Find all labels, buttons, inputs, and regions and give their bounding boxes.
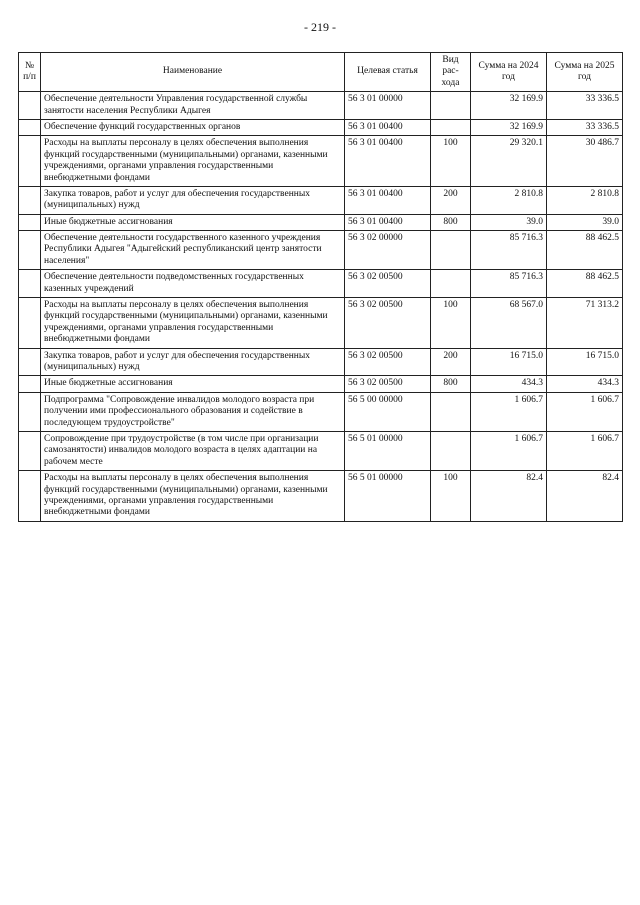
table-row [19,270,623,298]
header-row [19,53,623,92]
row-name: Обеспечение функций государственных органов [41,119,345,135]
row-name: Иные бюджетные ассигнования [41,214,345,230]
table-row [19,186,623,214]
row-sum-2025: 88 462.5 [547,231,623,270]
row-no [19,376,41,392]
row-name: Обеспечение деятельности Управления государственной службы занятости населения Республики Адыгея [41,92,345,120]
table-row [19,431,623,470]
row-type [431,92,471,120]
row-type: 100 [431,298,471,349]
row-sum-2025: 82.4 [547,471,623,522]
row-sum-2025: 39.0 [547,214,623,230]
row-name: Обеспечение деятельности государственного казенного учреждения Республики Адыгея "Адыгейский республиканский центр занятости населения" [41,231,345,270]
row-sum-2025: 1 606.7 [547,392,623,431]
row-sum-2024: 85 716.3 [471,270,547,298]
header-no: № п/п [19,53,41,92]
row-name: Расходы на выплаты персоналу в целях обеспечения выполнения функций государственными (муниципальными) органами, казенными учреждениями, органами управления государственными внебюджетными фондами [41,471,345,522]
row-name: Подпрограмма "Сопровождение инвалидов молодого возраста при получении ими профессионального образования и содействие в последующем трудоустройстве" [41,392,345,431]
row-no [19,214,41,230]
header-name: Наименование [41,53,345,92]
row-code: 56 3 02 00500 [345,270,431,298]
row-code: 56 3 02 00500 [345,376,431,392]
row-name: Расходы на выплаты персоналу в целях обеспечения выполнения функций государственными (муниципальными) органами, казенными учреждениями, органами управления государственными внебюджетными фондами [41,298,345,349]
row-name: Обеспечение деятельности подведомственных государственных казенных учреждений [41,270,345,298]
table-row [19,214,623,230]
row-no [19,431,41,470]
table-row [19,348,623,376]
page-number: - 219 - [304,20,336,34]
row-code: 56 3 01 00400 [345,214,431,230]
row-code: 56 5 01 00000 [345,431,431,470]
row-no [19,186,41,214]
row-sum-2024: 434.3 [471,376,547,392]
row-type: 800 [431,214,471,230]
row-sum-2025: 16 715.0 [547,348,623,376]
row-name: Закупка товаров, работ и услуг для обеспечения государственных (муниципальных) нужд [41,348,345,376]
row-sum-2024: 1 606.7 [471,431,547,470]
row-code: 56 3 01 00400 [345,136,431,187]
header-code: Целевая статья [345,53,431,92]
table-row [19,392,623,431]
row-no [19,92,41,120]
row-code: 56 3 02 00500 [345,348,431,376]
row-sum-2025: 434.3 [547,376,623,392]
row-sum-2024: 2 810.8 [471,186,547,214]
row-type [431,119,471,135]
row-code: 56 3 02 00000 [345,231,431,270]
header-sum-2025: Сумма на 2025 год [547,53,623,92]
row-no [19,392,41,431]
row-no [19,471,41,522]
row-sum-2025: 2 810.8 [547,186,623,214]
table-row [19,471,623,522]
row-no [19,119,41,135]
row-name: Расходы на выплаты персоналу в целях обеспечения выполнения функций государственными (муниципальными) органами, казенными учреждениями, органами управления государственными внебюджетными фондами [41,136,345,187]
row-sum-2025: 30 486.7 [547,136,623,187]
row-no [19,231,41,270]
row-type [431,392,471,431]
row-sum-2024: 68 567.0 [471,298,547,349]
row-no [19,348,41,376]
budget-table [18,52,623,522]
row-code: 56 5 01 00000 [345,471,431,522]
row-sum-2025: 71 313.2 [547,298,623,349]
row-no [19,270,41,298]
row-sum-2024: 32 169.9 [471,119,547,135]
table-row [19,376,623,392]
row-type [431,431,471,470]
row-sum-2024: 16 715.0 [471,348,547,376]
table-row [19,298,623,349]
table-row [19,119,623,135]
table-row [19,92,623,120]
table-row [19,136,623,187]
row-code: 56 3 01 00000 [345,92,431,120]
row-sum-2025: 1 606.7 [547,431,623,470]
row-no [19,136,41,187]
row-sum-2024: 82.4 [471,471,547,522]
row-type [431,270,471,298]
row-sum-2025: 33 336.5 [547,92,623,120]
table-row [19,231,623,270]
row-name: Иные бюджетные ассигнования [41,376,345,392]
row-sum-2024: 39.0 [471,214,547,230]
row-name: Закупка товаров, работ и услуг для обеспечения государственных (муниципальных) нужд [41,186,345,214]
row-sum-2025: 88 462.5 [547,270,623,298]
row-no [19,298,41,349]
row-type: 100 [431,471,471,522]
table-body [19,92,623,522]
row-code: 56 3 01 00400 [345,119,431,135]
table-header [19,53,623,92]
row-sum-2024: 29 320.1 [471,136,547,187]
header-sum-2024: Сумма на 2024 год [471,53,547,92]
row-sum-2024: 1 606.7 [471,392,547,431]
row-code: 56 3 02 00500 [345,298,431,349]
row-code: 56 3 01 00400 [345,186,431,214]
row-code: 56 5 00 00000 [345,392,431,431]
row-type: 200 [431,348,471,376]
row-name: Сопровождение при трудоустройстве (в том числе при организации самозанятости) инвалидов молодого возраста в целях адаптации на рабочем месте [41,431,345,470]
row-sum-2024: 32 169.9 [471,92,547,120]
row-type: 800 [431,376,471,392]
row-sum-2024: 85 716.3 [471,231,547,270]
row-type: 200 [431,186,471,214]
row-sum-2025: 33 336.5 [547,119,623,135]
row-type [431,231,471,270]
row-type: 100 [431,136,471,187]
header-type: Вид рас-хода [431,53,471,92]
